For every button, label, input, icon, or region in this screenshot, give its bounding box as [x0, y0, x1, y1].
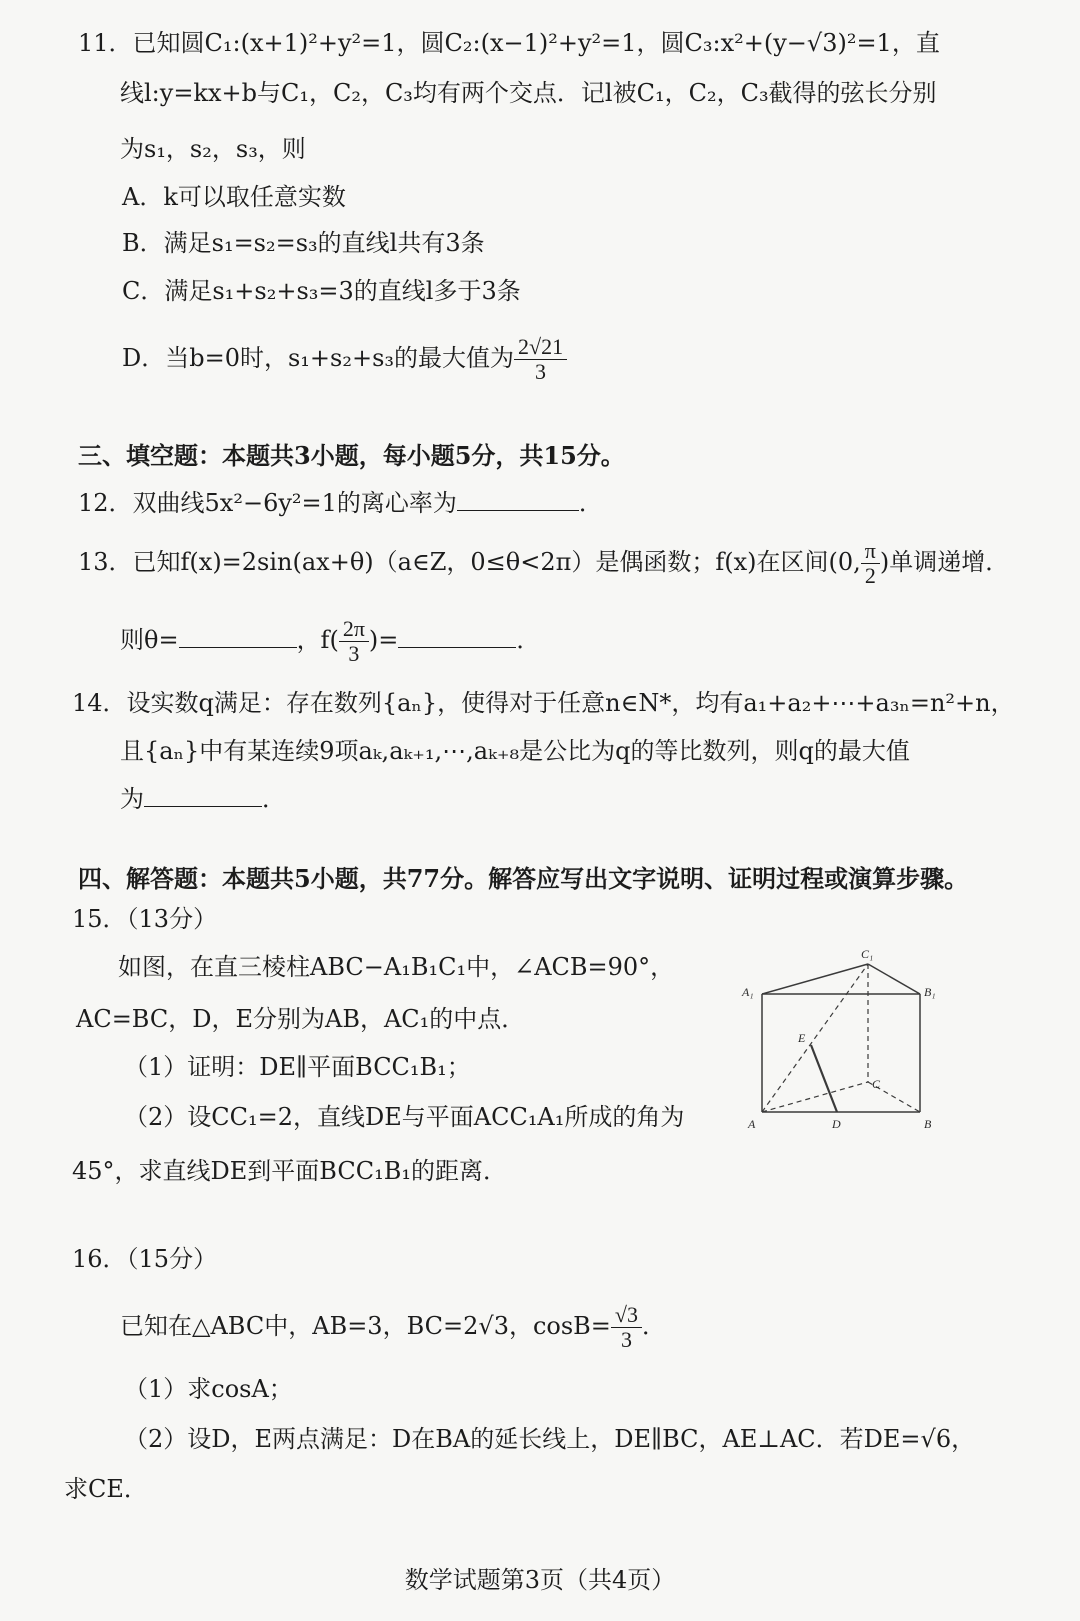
q15-part2a: （2）设CC₁=2，直线DE与平面ACC₁A₁所成的角为	[124, 1103, 685, 1131]
q16-part2b: 求CE．	[64, 1475, 148, 1503]
edge-c1-b1	[868, 964, 920, 994]
q16-part1: （1）求cosA；	[124, 1375, 293, 1403]
dashed-a-c	[762, 1082, 868, 1112]
q16-line1	[120, 1296, 666, 1356]
q15-line2: AC=BC，D，E分别为AB，AC₁的中点．	[76, 1005, 526, 1033]
q16-part2a: （2）设D，E两点满足：D在BA的延长线上，DE∥BC，AE⊥AC．若DE=√6，	[124, 1425, 976, 1453]
q12-text: 12．双曲线5x²−6y²=1的离心率为	[78, 489, 457, 517]
q13-line2	[120, 612, 540, 668]
q11-stem-line1: 11．已知圆C₁:(x+1)²+y²=1，圆C₂:(x−1)²+y²=1，圆C₃:x²+(y−√3)²=1，直	[78, 29, 940, 57]
label-b1: B₁	[924, 985, 936, 999]
q15-line1: 如图，在直三棱柱ABC−A₁B₁C₁中，∠ACB=90°，	[118, 953, 675, 981]
q13-line2-end: ．	[516, 626, 541, 654]
fraction-denominator: 3	[535, 359, 547, 384]
q14-end: ．	[262, 785, 286, 813]
q16-fraction-cosb	[611, 1303, 642, 1352]
fraction-denominator: 2	[864, 563, 876, 588]
label-c: C	[872, 1077, 881, 1091]
q11-option-d-fraction	[514, 335, 567, 384]
q11-option-a: A．k可以取任意实数	[122, 183, 346, 211]
q12-end: ．	[578, 489, 603, 517]
section3-heading: 三、填空题：本题共3小题，每小题5分，共15分。	[78, 441, 625, 470]
section4-heading: 四、解答题：本题共5小题，共77分。解答应写出文字说明、证明过程或演算步骤。	[78, 864, 969, 893]
page-footer: 数学试题第3页（共4页）	[404, 1566, 676, 1594]
q14-answer-blank[interactable]	[144, 784, 262, 807]
fraction-numerator: π	[861, 539, 880, 564]
label-c1: C₁	[861, 947, 874, 961]
q15-header: 15．（13分）	[72, 905, 218, 933]
label-d: D	[832, 1117, 841, 1131]
q11-stem-line3: 为s₁，s₂，s₃，则	[120, 135, 306, 163]
q14-line1: 14．设实数q满足：存在数列{aₙ}，使得对于任意n∈N*，均有a₁+a₂+⋯+a₃ₙ=n²+n，	[72, 689, 1015, 717]
q14-line2: 且{aₙ}中有某连续9项aₖ,aₖ₊₁,⋯,aₖ₊₈是公比为q的等比数列，则q的最大值	[120, 737, 910, 765]
q15-part2b: 45°，求直线DE到平面BCC₁B₁的距离．	[72, 1157, 507, 1185]
q13-line2-b: ，f(	[296, 626, 339, 654]
q13-line1	[78, 534, 1009, 590]
fraction-numerator: √3	[611, 1303, 642, 1328]
fraction-numerator: 2π	[339, 617, 369, 642]
fraction-denominator: 3	[348, 641, 360, 666]
q13-line2-c: )=	[368, 626, 399, 654]
q15-prism-figure	[730, 942, 960, 1138]
label-a1: A₁	[742, 985, 754, 999]
fraction-numerator: 2√21	[514, 335, 567, 360]
dashed-a-c1	[762, 964, 868, 1112]
q16-line1-end: ．	[642, 1312, 666, 1340]
q13-line1-text: 13．已知f(x)=2sin(ax+θ)（a∈Z，0≤θ<2π）是偶函数；f(x)在区间(0,	[78, 548, 861, 576]
q13-fraction-2pi-over-3	[339, 617, 369, 666]
edge-a1-c1	[762, 964, 868, 994]
q11-option-d	[122, 328, 567, 388]
q13-value-blank[interactable]	[398, 625, 516, 648]
segment-de	[811, 1045, 837, 1112]
fraction-denominator: 3	[620, 1327, 632, 1352]
q12-answer-blank[interactable]	[457, 488, 579, 511]
q16-header: 16．（15分）	[72, 1245, 218, 1273]
q11-option-d-text: D．当b=0时，s₁+s₂+s₃的最大值为	[122, 344, 515, 372]
q13-line1-end: )单调递增．	[879, 548, 1010, 576]
q11-stem-line2: 线l:y=kx+b与C₁，C₂，C₃均有两个交点．记l被C₁，C₂，C₃截得的弦长分别	[120, 79, 937, 107]
q13-fraction-pi-over-2	[861, 539, 880, 588]
q12	[78, 488, 603, 518]
q16-line1-text: 已知在△ABC中，AB=3，BC=2√3，cosB=	[120, 1312, 611, 1340]
q15-part1: （1）证明：DE∥平面BCC₁B₁；	[124, 1053, 471, 1081]
q14-line3-text: 为	[120, 785, 144, 813]
q11-option-c: C．满足s₁+s₂+s₃=3的直线l多于3条	[122, 277, 521, 305]
label-e: E	[798, 1031, 806, 1045]
q14-line3	[120, 784, 286, 814]
label-b: B	[924, 1117, 932, 1131]
q13-line2-a: 则θ=	[120, 626, 179, 654]
q13-theta-blank[interactable]	[179, 625, 297, 648]
q11-option-b: B．满足s₁=s₂=s₃的直线l共有3条	[122, 229, 485, 257]
label-a: A	[748, 1117, 756, 1131]
